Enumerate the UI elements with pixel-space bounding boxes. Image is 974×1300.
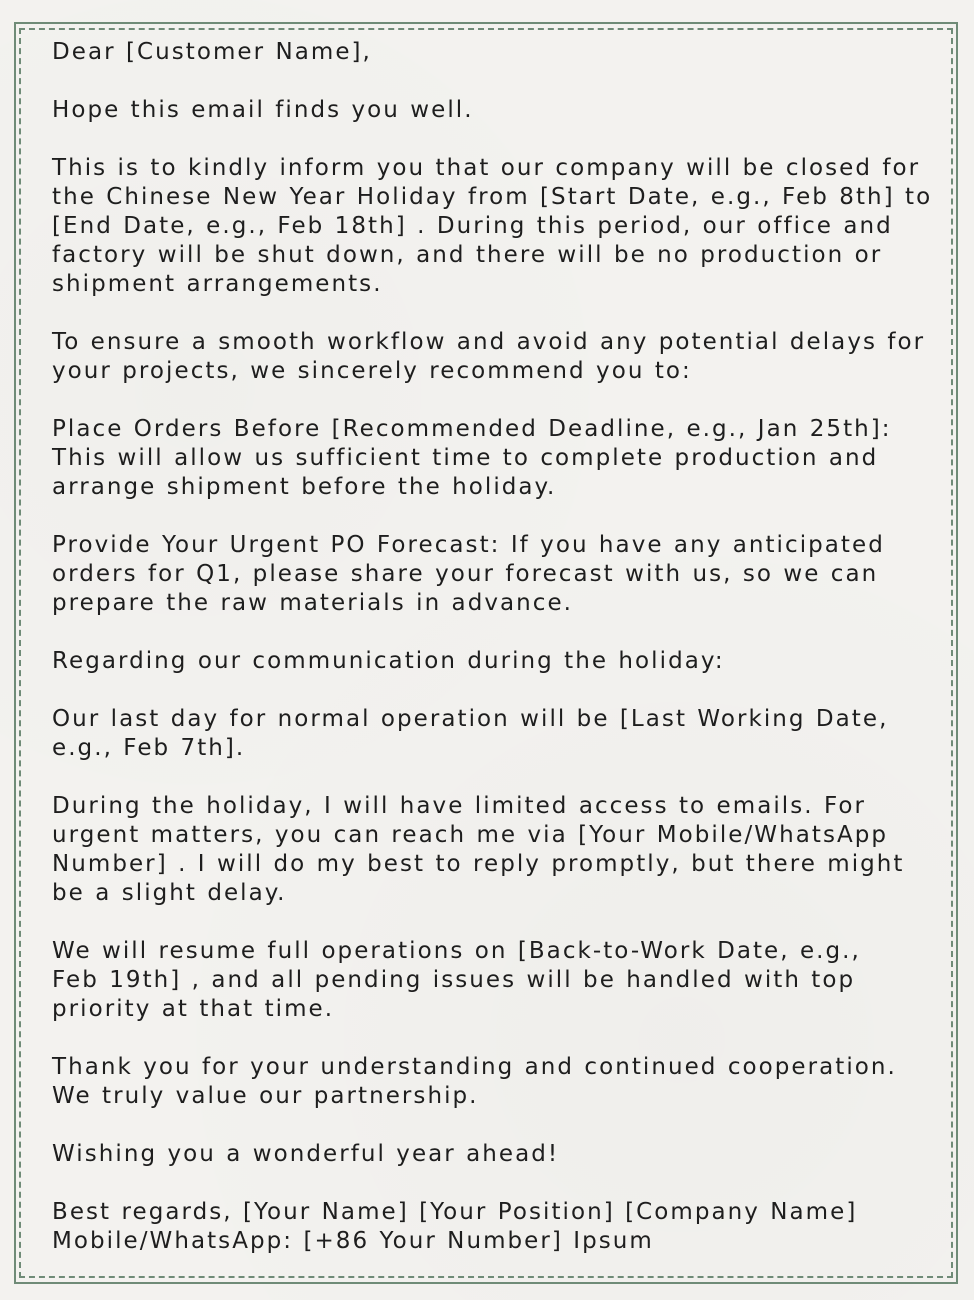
text-line: To ensure a smooth workflow and avoid any potential delays for — [52, 329, 926, 355]
closure-notice-paragraph — [52, 154, 952, 299]
communication-intro-paragraph — [52, 647, 952, 676]
text-line: shipment arrangements. — [52, 271, 383, 297]
text-line: Regarding our communication during the holiday: — [52, 648, 725, 674]
text-line: This is to kindly inform you that our company will be closed for — [52, 155, 921, 181]
text-line: be a slight delay. — [52, 880, 287, 906]
thanks-paragraph — [52, 1053, 952, 1111]
intro-paragraph — [52, 96, 952, 125]
text-line: Feb 19th] , and all pending issues will be handled with top — [52, 967, 856, 993]
greeting — [52, 38, 952, 67]
signature-line: Mobile/WhatsApp: [+86 Your Number] Ipsum — [52, 1228, 654, 1254]
wishes-paragraph — [52, 1140, 952, 1169]
text-line: e.g., Feb 7th]. — [52, 735, 246, 761]
text-line: orders for Q1, please share your forecast with us, so we can — [52, 561, 879, 587]
text-line: urgent matters, you can reach me via [Your Mobile/WhatsApp — [52, 822, 889, 848]
recommendation-intro-paragraph — [52, 328, 952, 386]
text-line: We truly value our partnership. — [52, 1083, 479, 1109]
text-line: [End Date, e.g., Feb 18th] . During this period, our office and — [52, 213, 893, 239]
resume-paragraph — [52, 937, 952, 1024]
limited-access-paragraph — [52, 792, 952, 908]
text-line: arrange shipment before the holiday. — [52, 474, 557, 500]
signature-block — [52, 1198, 952, 1256]
po-forecast-paragraph — [52, 531, 952, 618]
text-line: priority at that time. — [52, 996, 335, 1022]
text-line: factory will be shut down, and there will be no production or — [52, 242, 883, 268]
text-line: Place Orders Before [Recommended Deadline, e.g., Jan 25th]: — [52, 416, 892, 442]
text-line: your projects, we sincerely recommend you to: — [52, 358, 692, 384]
text-line: We will resume full operations on [Back-to-Work Date, e.g., — [52, 938, 861, 964]
text-line: Wishing you a wonderful year ahead! — [52, 1141, 560, 1167]
place-orders-paragraph — [52, 415, 952, 502]
text-line: Provide Your Urgent PO Forecast: If you have any anticipated — [52, 532, 885, 558]
text-line: This will allow us sufficient time to complete production and — [52, 445, 879, 471]
intro-line: Hope this email finds you well. — [52, 97, 474, 123]
text-line: Number] . I will do my best to reply promptly, but there might — [52, 851, 905, 877]
greeting-line: Dear [Customer Name], — [52, 39, 372, 65]
text-line: During the holiday, I will have limited access to emails. For — [52, 793, 867, 819]
text-line: prepare the raw materials in advance. — [52, 590, 574, 616]
text-line: Our last day for normal operation will be [Last Working Date, — [52, 706, 889, 732]
signature-line: Best regards, [Your Name] [Your Position] [Company Name] — [52, 1199, 858, 1225]
text-line: the Chinese New Year Holiday from [Start Date, e.g., Feb 8th] to — [52, 184, 933, 210]
text-line: Thank you for your understanding and continued cooperation. — [52, 1054, 897, 1080]
last-day-paragraph — [52, 705, 952, 763]
email-letter — [52, 38, 952, 1256]
